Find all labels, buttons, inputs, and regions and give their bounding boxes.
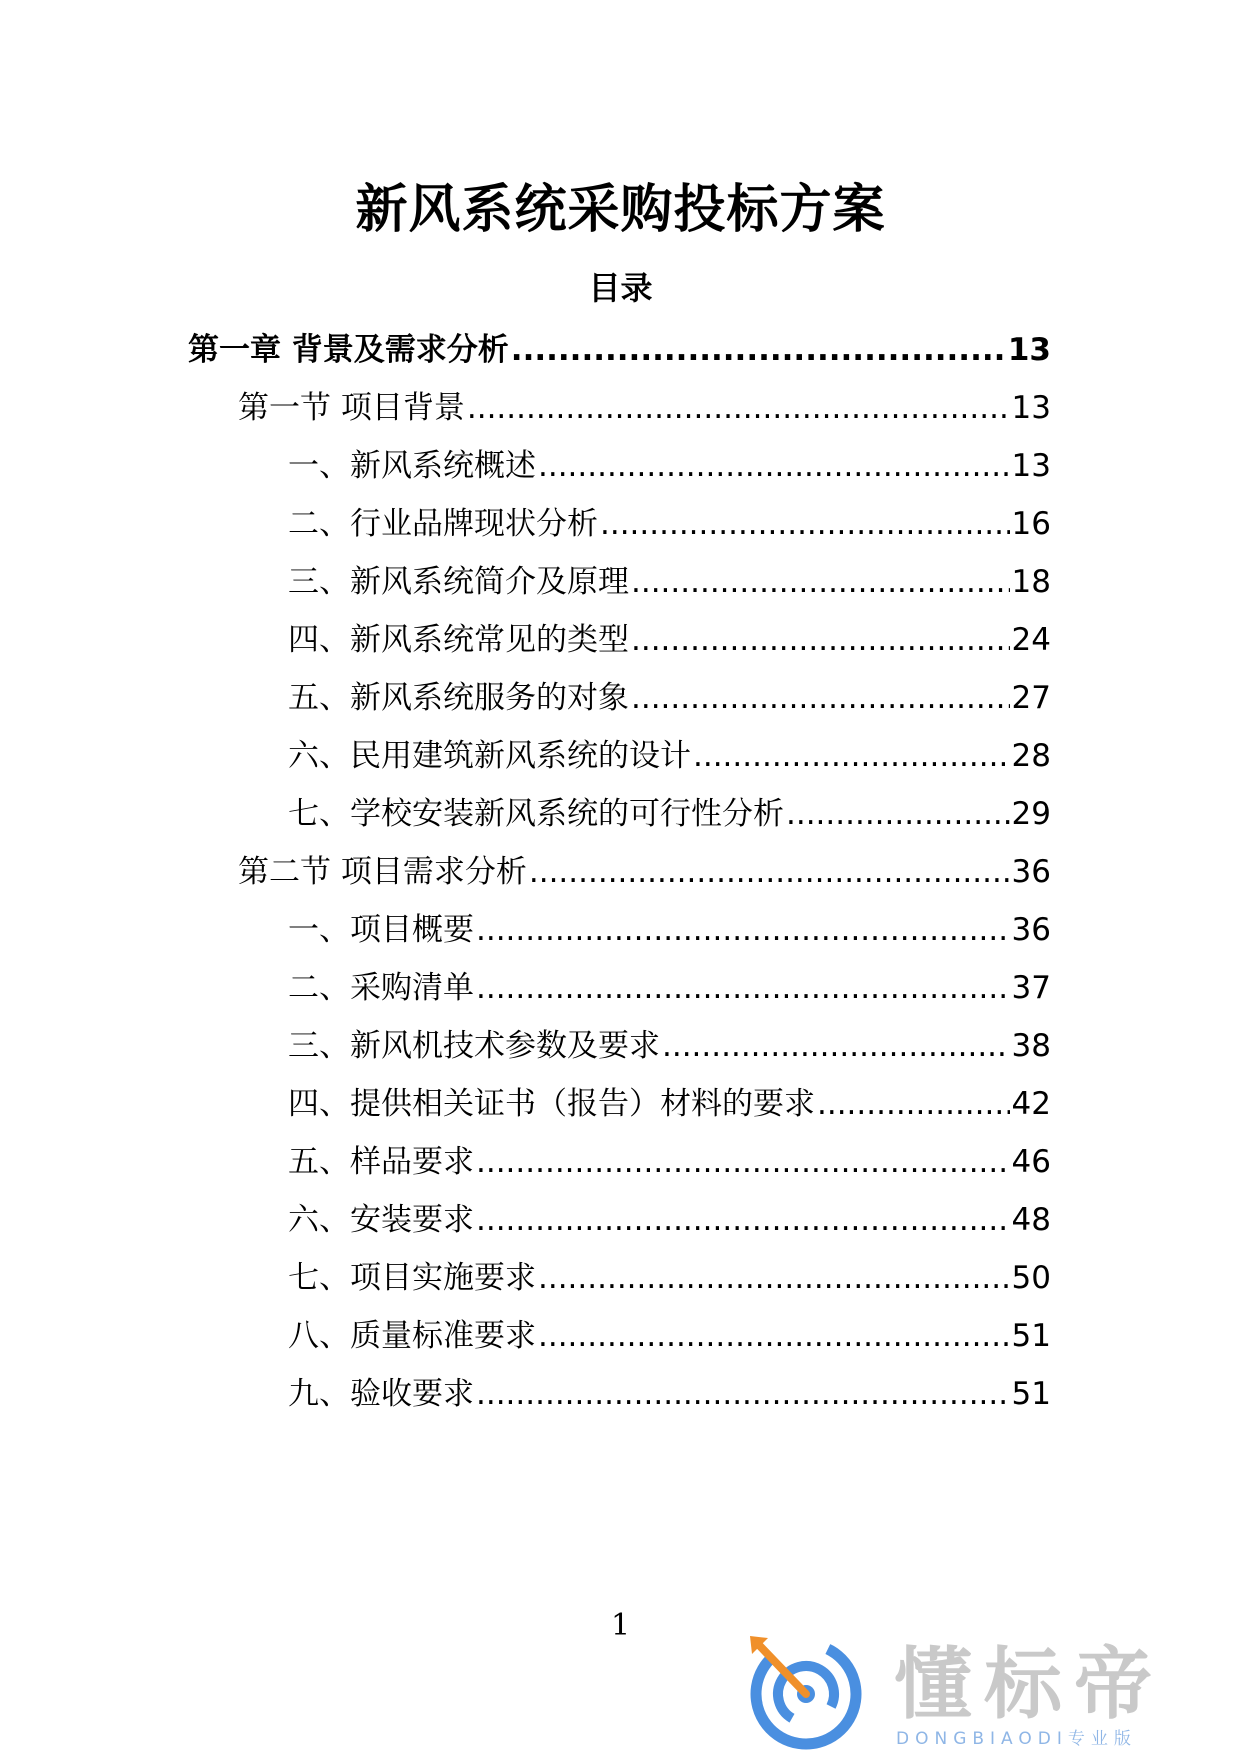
toc-leader-dots xyxy=(786,792,1010,836)
toc-leader-dots xyxy=(538,444,1010,488)
document-title: 新风系统采购投标方案 xyxy=(355,180,886,240)
toc-entry-page: 27 xyxy=(1011,680,1051,716)
toc-entry[interactable] xyxy=(288,618,1051,662)
toc-entry[interactable] xyxy=(288,676,1051,720)
toc-leader-dots xyxy=(662,1024,1010,1068)
toc-leader-dots xyxy=(529,850,1010,894)
toc-entry-label: 四、提供相关证书（报告）材料的要求 xyxy=(288,1086,815,1122)
toc-entry-label: 二、行业品牌现状分析 xyxy=(288,506,598,542)
toc-entry-label: 第一章 背景及需求分析 xyxy=(188,332,509,368)
target-arrow-logo-icon xyxy=(744,1630,868,1754)
toc-entry[interactable] xyxy=(288,792,1051,836)
toc-leader-dots xyxy=(817,1082,1010,1126)
toc-entry-label: 第一节 项目背景 xyxy=(238,390,465,426)
toc-entry-page: 50 xyxy=(1011,1260,1051,1296)
toc-entry-page: 24 xyxy=(1011,622,1051,658)
toc-entry-page: 28 xyxy=(1011,738,1051,774)
toc-leader-dots xyxy=(511,328,1006,372)
toc-leader-dots xyxy=(476,966,1010,1010)
toc-entry[interactable] xyxy=(238,850,1051,894)
toc-entry[interactable] xyxy=(288,1024,1051,1068)
toc-leader-dots xyxy=(476,1198,1010,1242)
toc-entry-label: 第二节 项目需求分析 xyxy=(238,854,527,890)
toc-entry[interactable] xyxy=(288,734,1051,778)
toc-entry-label: 三、新风机技术参数及要求 xyxy=(288,1028,660,1064)
toc-entry[interactable] xyxy=(288,1082,1051,1126)
toc-leader-dots xyxy=(631,676,1010,720)
toc-entry-label: 二、采购清单 xyxy=(288,970,474,1006)
toc-entry-page: 36 xyxy=(1011,854,1051,890)
toc-leader-dots xyxy=(476,1140,1010,1184)
toc-entry-page: 36 xyxy=(1011,912,1051,948)
page-number: 1 xyxy=(610,1608,631,1643)
toc-entry-page: 38 xyxy=(1011,1028,1051,1064)
toc-leader-dots xyxy=(476,1372,1010,1416)
toc-leader-dots xyxy=(476,908,1010,952)
toc-entry-page: 48 xyxy=(1011,1202,1051,1238)
toc-entry[interactable] xyxy=(288,444,1051,488)
toc-entry-page: 42 xyxy=(1011,1086,1051,1122)
toc-entry-label: 一、新风系统概述 xyxy=(288,448,536,484)
toc-entry-page: 16 xyxy=(1011,506,1051,542)
toc-entry[interactable] xyxy=(288,1198,1051,1242)
toc-entry[interactable] xyxy=(288,1256,1051,1300)
toc-leader-dots xyxy=(631,618,1010,662)
toc-leader-dots xyxy=(538,1256,1010,1300)
toc-entry-label: 五、样品要求 xyxy=(288,1144,474,1180)
toc-entry-label: 八、质量标准要求 xyxy=(288,1318,536,1354)
toc-entry-page: 13 xyxy=(1011,390,1051,426)
toc-entry[interactable] xyxy=(288,908,1051,952)
toc-entry-label: 五、新风系统服务的对象 xyxy=(288,680,629,716)
toc-leader-dots xyxy=(600,502,1010,546)
toc-entry[interactable] xyxy=(288,1140,1051,1184)
toc-entry[interactable] xyxy=(288,1372,1051,1416)
toc-entry-label: 三、新风系统简介及原理 xyxy=(288,564,629,600)
watermark-brand-name: 懂标帝 xyxy=(894,1640,1165,1730)
watermark-brand-subtitle: DONGBIAODI专业版 xyxy=(896,1729,1137,1749)
watermark xyxy=(744,1630,1214,1754)
toc-entry[interactable] xyxy=(288,1314,1051,1358)
toc-entry-label: 九、验收要求 xyxy=(288,1376,474,1412)
toc-entry-label: 一、项目概要 xyxy=(288,912,474,948)
toc-entry-label: 六、民用建筑新风系统的设计 xyxy=(288,738,691,774)
toc-leader-dots xyxy=(538,1314,1010,1358)
toc-entry-page: 29 xyxy=(1011,796,1051,832)
toc-entry[interactable] xyxy=(188,328,1051,372)
toc-entry[interactable] xyxy=(288,966,1051,1010)
toc-entry-page: 13 xyxy=(1007,332,1051,368)
toc-entry-page: 46 xyxy=(1011,1144,1051,1180)
toc-leader-dots xyxy=(693,734,1010,778)
toc-entry[interactable] xyxy=(288,502,1051,546)
toc-entry-label: 四、新风系统常见的类型 xyxy=(288,622,629,658)
toc-entry[interactable] xyxy=(288,560,1051,604)
toc-entry-label: 六、安装要求 xyxy=(288,1202,474,1238)
toc-heading: 目录 xyxy=(588,269,653,307)
toc-entry-page: 13 xyxy=(1011,448,1051,484)
toc-entry-page: 51 xyxy=(1011,1318,1051,1354)
toc-entry[interactable] xyxy=(238,386,1051,430)
toc-entry-label: 七、学校安装新风系统的可行性分析 xyxy=(288,796,784,832)
toc-leader-dots xyxy=(467,386,1010,430)
toc-entry-page: 51 xyxy=(1011,1376,1051,1412)
toc-entry-page: 37 xyxy=(1011,970,1051,1006)
toc-entry-page: 18 xyxy=(1011,564,1051,600)
toc-entry-label: 七、项目实施要求 xyxy=(288,1260,536,1296)
toc-leader-dots xyxy=(631,560,1010,604)
